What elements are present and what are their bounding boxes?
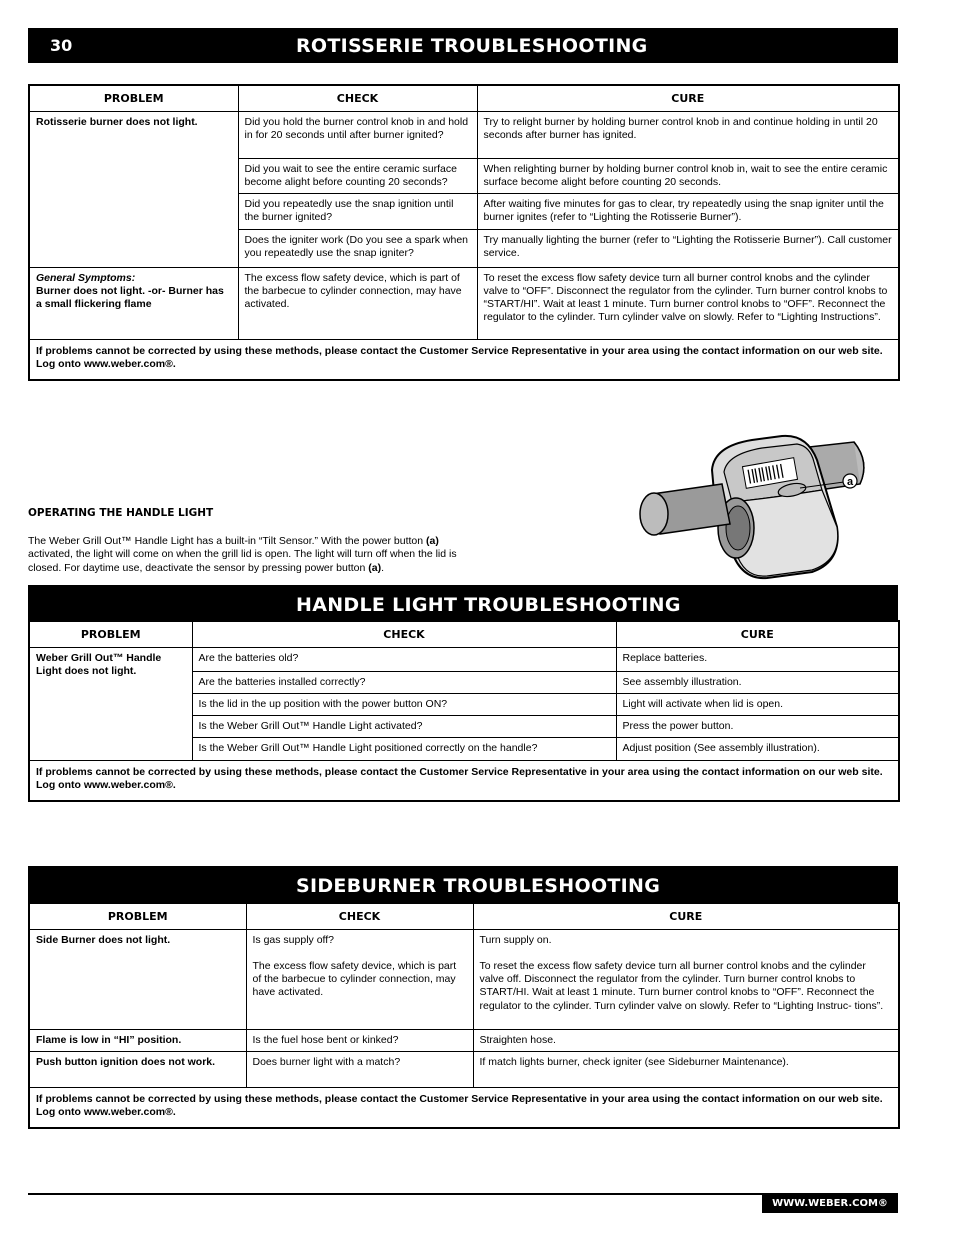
table-row xyxy=(29,267,899,339)
table-header-row xyxy=(29,85,899,112)
check-cell: Are the batteries old? xyxy=(192,648,616,672)
check-cell: The excess flow safety device, which is part of the barbecue to cylinder connection, may have activated. xyxy=(238,267,477,339)
contact-note: If problems cannot be corrected by using these methods, please contact the Customer Service Representative in your area using the contact information on our web site. Log onto www.weber.com®. xyxy=(29,1088,899,1129)
check-cell: Did you repeatedly use the snap ignition until the burner ignited? xyxy=(238,194,477,229)
check-cell: Does the igniter work (Do you see a spark when you repeatedly use the snap igniter? xyxy=(238,229,477,267)
column-header: PROBLEM xyxy=(29,621,192,648)
cure-cell: Light will activate when lid is open. xyxy=(616,694,899,716)
cure-cell: Straighten hose. xyxy=(473,1030,899,1052)
para-text: The Weber Grill Out™ Handle Light has a built-in “Tilt Sensor.” With the power button xyxy=(28,535,427,547)
table-row xyxy=(29,112,899,159)
rotisserie-banner xyxy=(28,28,898,63)
check-cell: Is the fuel hose bent or kinked? xyxy=(246,1030,473,1052)
general-symptoms-label: General Symptoms: xyxy=(36,271,136,284)
cure-cell: Press the power button. xyxy=(616,716,899,738)
check-cell: Does burner light with a match? xyxy=(246,1052,473,1088)
check-cell: Is the Weber Grill Out™ Handle Light positioned correctly on the handle? xyxy=(192,738,616,760)
table-header-row xyxy=(29,903,899,930)
contact-note: If problems cannot be corrected by using these methods, please contact the Customer Service Representative in your area using the contact information on our web site. Log onto www.weber.com®. xyxy=(29,339,899,380)
table-row xyxy=(29,1030,899,1052)
handle-light-heading: OPERATING THE HANDLE LIGHT xyxy=(28,507,214,519)
cure-cell: Replace batteries. xyxy=(616,648,899,672)
footer-url[interactable]: WWW.WEBER.COM® xyxy=(762,1195,898,1213)
handle-light-banner xyxy=(28,585,898,620)
check-cell: Are the batteries installed correctly? xyxy=(192,672,616,694)
table-footer-row xyxy=(29,339,899,380)
general-symptoms-text: Burner does not light. -or- Burner has a small flickering flame xyxy=(36,284,224,310)
cure-cell: To reset the excess flow safety device turn all burner control knobs and the cylinder valve to “OFF”. Disconnect the regulator from the cylinder. Turn burner control knobs to “START/HI”. Wait at least 1 minute. Turn burner control knobs to “OFF”. Reconnect the regulator to the cylinder. Turn cylinder valve on slowly. Refer to “Lighting Instructions”. xyxy=(477,267,899,339)
problem-cell: Weber Grill Out™ Handle Light does not light. xyxy=(29,648,192,761)
handle-light-illustration xyxy=(632,432,872,582)
sideburner-title: SIDEBURNER TROUBLESHOOTING xyxy=(296,875,661,897)
power-button-ref: (a) xyxy=(368,561,382,574)
table-header-row xyxy=(29,621,899,648)
problem-cell: Rotisserie burner does not light. xyxy=(29,112,238,268)
contact-note: If problems cannot be corrected by using these methods, please contact the Customer Service Representative in your area using the contact information on our web site. Log onto www.weber.com®. xyxy=(29,760,899,801)
rotisserie-title: ROTISSERIE TROUBLESHOOTING xyxy=(296,35,648,57)
cure-reset: To reset the excess flow safety device turn all burner control knobs and the cylinder valve off. Disconnect the regulator from the cylinder. Turn burner control knobs to START/HI. Wait at least 1 minute. Turn burner control knobs to “OFF”. Reconnect the regulator to the cylinder. Turn cylinder valve on slowly. Refer to “Lighting Instruc- tions”. xyxy=(479,960,884,1012)
sideburner-banner xyxy=(28,866,898,902)
cure-cell: See assembly illustration. xyxy=(616,672,899,694)
cure-turn-on: Turn supply on. xyxy=(479,934,552,946)
table-row xyxy=(29,930,899,1030)
column-header: CHECK xyxy=(192,621,616,648)
cure-cell: If match lights burner, check igniter (see Sideburner Maintenance). xyxy=(473,1052,899,1088)
check-gas-supply: Is gas supply off? xyxy=(252,934,335,946)
rotisserie-table xyxy=(28,84,900,381)
check-excess-flow: The excess flow safety device, which is part of the barbecue to cylinder connection, may have activated. xyxy=(252,960,457,999)
handle-light-paragraph xyxy=(28,535,473,575)
column-header: CHECK xyxy=(238,85,477,112)
column-header: PROBLEM xyxy=(29,903,246,930)
para-text: . xyxy=(381,561,385,574)
check-cell: Is the lid in the up position with the power button ON? xyxy=(192,694,616,716)
cure-cell: When relighting burner by holding burner control knob in, wait to see the entire ceramic surface become alight before counting 20 seconds. xyxy=(477,159,899,194)
cure-cell: Try manually lighting the burner (refer to “Lighting the Rotisserie Burner”). Call customer service. xyxy=(477,229,899,267)
problem-cell xyxy=(29,267,238,339)
table-footer-row xyxy=(29,760,899,801)
table-row xyxy=(29,648,899,672)
sideburner-table xyxy=(28,902,900,1129)
para-text: activated, the light will come on when the grill lid is open. The light will turn off when the lid is closed. For daytime use, deactivate the sensor by pressing power button xyxy=(28,548,457,574)
power-button-ref: (a) xyxy=(426,535,439,547)
check-cell xyxy=(246,930,473,1030)
problem-cell: Push button ignition does not work. xyxy=(29,1052,246,1088)
page-number: 30 xyxy=(50,36,73,55)
cure-cell: Adjust position (See assembly illustration). xyxy=(616,738,899,760)
callout-a: a xyxy=(846,476,854,488)
check-cell: Is the Weber Grill Out™ Handle Light activated? xyxy=(192,716,616,738)
table-footer-row xyxy=(29,1088,899,1129)
column-header: CURE xyxy=(616,621,899,648)
column-header: CURE xyxy=(477,85,899,112)
table-row xyxy=(29,1052,899,1088)
column-header: PROBLEM xyxy=(29,85,238,112)
check-cell: Did you hold the burner control knob in and hold in for 20 seconds until after burner ignited? xyxy=(238,112,477,159)
check-cell: Did you wait to see the entire ceramic surface become alight before counting 20 seconds? xyxy=(238,159,477,194)
problem-cell: Flame is low in “HI” position. xyxy=(29,1030,246,1052)
handle-light-title: HANDLE LIGHT TROUBLESHOOTING xyxy=(296,594,681,616)
cure-cell: After waiting five minutes for gas to clear, try repeatedly using the snap igniter until the burner ignites (refer to “Lighting the Rotisserie Burner”). xyxy=(477,194,899,229)
column-header: CHECK xyxy=(246,903,473,930)
column-header: CURE xyxy=(473,903,899,930)
cure-cell: Try to relight burner by holding burner control knob in and continue holding in until 20 seconds after burner has ignited. xyxy=(477,112,899,159)
problem-cell: Side Burner does not light. xyxy=(29,930,246,1030)
cure-cell xyxy=(473,930,899,1030)
handle-light-table xyxy=(28,620,900,802)
